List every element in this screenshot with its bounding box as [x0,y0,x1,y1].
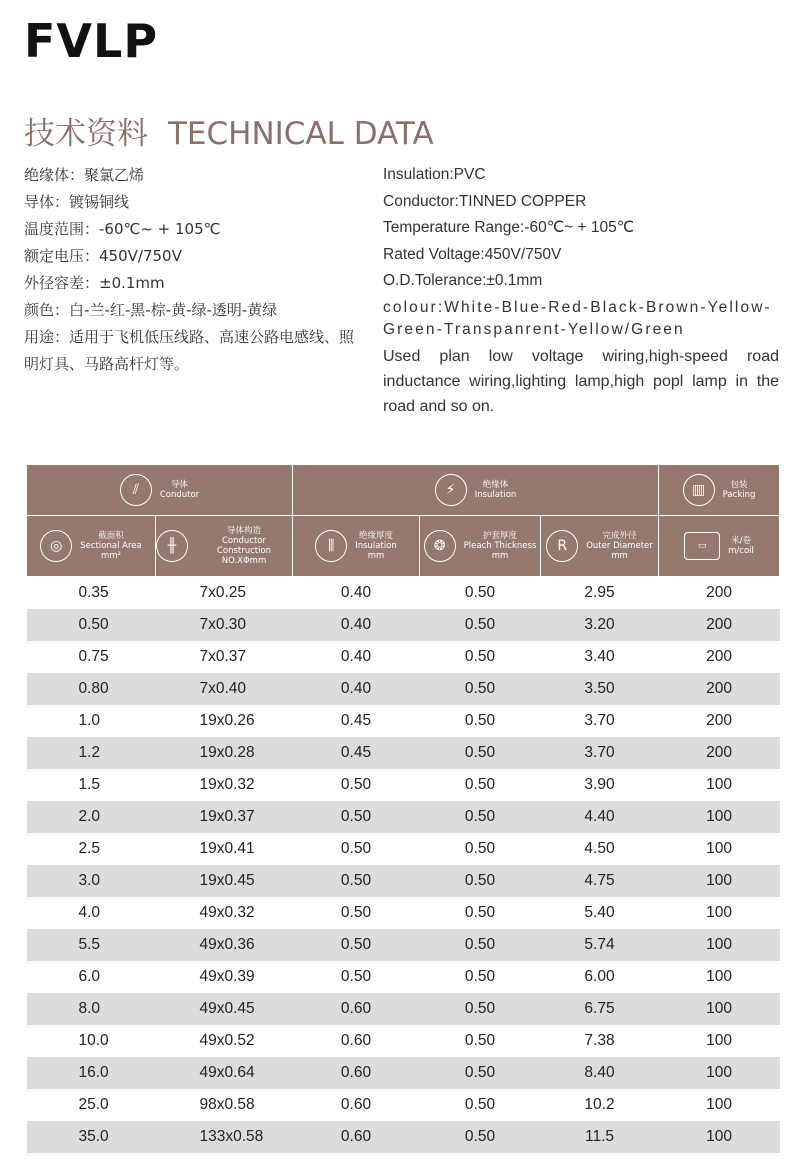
table-cell: 0.50 [464,712,496,729]
table-row [27,929,780,961]
table-cell: 3.90 [584,776,615,793]
table-cell: 3.70 [584,712,615,729]
table-cell: 0.60 [340,1096,372,1113]
table-cell: 100 [659,865,780,897]
table-cell: 49x0.32 [199,904,255,921]
table-cell: 0.50 [340,968,372,985]
table-cell: 100 [706,1096,732,1113]
table-cell: 0.50 [420,929,541,961]
table-cell: 49x0.39 [199,968,255,985]
table-cell: 0.50 [420,737,541,769]
table-cell: 3.70 [541,737,659,769]
table-cell: 4.40 [541,801,659,833]
table-cell: 19x0.28 [156,737,293,769]
table-cell: 0.50 [464,648,496,665]
conductor-wire-icon: ⫽ [120,474,152,506]
table-cell: 0.50 [293,801,420,833]
table-cell: 49x0.64 [156,1057,293,1089]
table-cell: 0.80 [27,673,156,705]
col-header-conductor-construction: ╫ 导体构造 Conductor Construction NO.XΦmm [156,516,293,577]
table-cell: 0.50 [420,1057,541,1089]
coil-length-icon: ▭ [684,532,720,560]
table-cell: 0.50 [464,840,496,857]
table-row [27,705,780,737]
table-cell: 7x0.30 [156,609,293,641]
specs-cn [24,162,364,378]
table-cell: 3.50 [541,673,659,705]
table-cell: 10.0 [78,1032,109,1049]
table-cell: 0.50 [464,904,496,921]
spec-en-voltage: Rated Voltage:450V/750V [383,245,562,263]
section-title [24,108,434,153]
insulation-layer-icon: ⫼ [315,530,347,562]
table-cell: 0.40 [293,673,420,705]
table-cell: 1.2 [27,737,156,769]
table-cell: 0.60 [293,1121,420,1153]
table-cell: 0.50 [420,673,541,705]
table-cell: 0.50 [340,776,372,793]
col-header-insulation-thickness: ⫼ 绝缘厚度 Insulation mm [293,516,420,577]
table-row [27,673,780,705]
cable-cross-section-icon: ◎ [40,530,72,562]
table-cell: 100 [659,993,780,1025]
section-title-cn: 技术资料 [24,116,148,152]
table-cell: 0.50 [464,776,496,793]
table-cell: 49x0.45 [156,993,293,1025]
table-row [27,1057,780,1089]
table-cell: 0.50 [464,968,496,985]
table-row [27,577,780,610]
table-cell: 8.0 [27,993,156,1025]
table-cell: 1.0 [78,712,101,729]
table-cell: 0.50 [293,929,420,961]
table-row [27,641,780,673]
table-cell: 7.38 [584,1032,615,1049]
table-row [27,897,780,929]
table-cell: 6.75 [541,993,659,1025]
table-cell: 0.50 [27,609,156,641]
table-cell: 7x0.25 [199,584,247,601]
table-cell: 3.20 [541,609,659,641]
table-cell: 35.0 [27,1121,156,1153]
table-cell: 19x0.41 [199,840,255,857]
table-cell: 0.50 [420,1121,541,1153]
table-row [27,1089,780,1121]
table-cell: 0.75 [78,648,109,665]
table-cell: 100 [706,968,732,985]
table-cell: 100 [659,801,780,833]
spec-en-colour: colour:White-Blue-Red-Black-Brown-Yellow-Green-Transpanrent-Yellow/Green [383,298,772,338]
group-header-conductor: ⫽ 导体 Condutor [27,465,293,516]
spec-cn-temperature: 温度范围：-60℃~ + 105℃ [24,220,221,238]
table-cell: 0.60 [293,1057,420,1089]
section-title-en: TECHNICAL DATA [168,116,434,152]
table-cell: 100 [659,1121,780,1153]
conductor-strand-icon: ╫ [156,530,188,562]
table-row [27,833,780,865]
spec-cn-insulation: 绝缘体：聚氯乙烯 [24,166,145,184]
table-cell: 16.0 [27,1057,156,1089]
table-cell: 0.50 [464,1032,496,1049]
table-cell: 49x0.52 [199,1032,255,1049]
table-row [27,1025,780,1057]
table-cell: 100 [706,904,732,921]
table-cell: 4.50 [584,840,615,857]
spec-en-conductor: Conductor:TINNED COPPER [383,192,587,210]
table-cell: 200 [706,648,732,665]
table-cell: 11.5 [541,1121,659,1153]
table-cell: 0.40 [293,609,420,641]
table-cell: 133x0.58 [156,1121,293,1153]
spec-en-insulation: Insulation:PVC [383,166,486,183]
table-cell: 100 [659,929,780,961]
table-cell: 2.0 [27,801,156,833]
table-cell: 3.0 [27,865,156,897]
table-cell: 0.50 [464,1096,496,1113]
table-cell: 98x0.58 [199,1096,255,1113]
table-cell: 1.5 [78,776,101,793]
insulation-shield-icon: ⚡ [435,474,467,506]
table-cell: 100 [706,1032,732,1049]
spec-en-tolerance: O.D.Tolerance:±0.1mm [383,272,543,289]
table-cell: 5.5 [27,929,156,961]
table-row [27,769,780,801]
table-cell: 0.45 [293,737,420,769]
table-cell: 19x0.26 [199,712,255,729]
packing-coil-icon: ▥ [683,474,715,506]
col-header-sectional-area: ◎ 截面积 Sectional Area mm² [27,516,156,577]
table-cell: 4.75 [541,865,659,897]
table-cell: 0.40 [340,648,372,665]
table-body [27,577,780,1154]
table-cell: 5.40 [584,904,615,921]
radius-icon: R [546,530,578,562]
col-header-meters-per-coil: ▭ 米/卷 m/coil [659,516,780,577]
group-header-insulation: ⚡ 绝缘体 Insulation [293,465,659,516]
table-cell: 49x0.36 [156,929,293,961]
table-cell: 0.50 [420,993,541,1025]
table-cell: 7x0.40 [156,673,293,705]
table-cell: 0.50 [340,840,372,857]
table-cell: 0.50 [420,865,541,897]
table-cell: 4.0 [78,904,101,921]
table-row [27,1121,780,1153]
spec-cn-voltage: 额定电压：450V/750V [24,247,182,265]
table-cell: 6.0 [78,968,101,985]
table-cell: 6.00 [584,968,615,985]
table-cell: 0.60 [340,1032,372,1049]
braid-icon: ❂ [424,530,456,562]
spec-en-temperature: Temperature Range:-60℃~ + 105℃ [383,219,635,236]
table-cell: 25.0 [78,1096,109,1113]
col-header-outer-diameter: R 完成外径 Outer Diameter mm [541,516,659,577]
table-cell: 0.50 [464,584,496,601]
table-row [27,961,780,993]
spec-cn-tolerance: 外径容差：±0.1mm [24,274,165,292]
table-cell: 0.35 [78,584,109,601]
spec-cn-use: 用途：适用于飞机低压线路、高速公路电感线、照明灯具、马路高杆灯等。 [24,328,355,373]
specs-en [383,162,779,419]
table-cell: 200 [706,712,732,729]
table-row [27,993,780,1025]
table-cell: 2.5 [78,840,101,857]
technical-data-table [26,464,780,1153]
table-cell: 5.74 [541,929,659,961]
table-row [27,737,780,769]
table-cell: 0.45 [340,712,372,729]
product-model-title: FVLP [24,14,159,68]
spec-cn-conductor: 导体：镀锡铜线 [24,193,130,211]
table-cell: 200 [706,584,732,601]
table-row [27,865,780,897]
table-row [27,801,780,833]
spec-cn-colour: 颜色：白-兰-红-黑-棕-黄-绿-透明-黄绿 [24,301,278,319]
table-cell: 100 [659,1057,780,1089]
table-cell: 0.50 [420,609,541,641]
group-header-packing: ▥ 包装 Packing [659,465,780,516]
table-cell: 0.50 [340,904,372,921]
table-cell: 100 [706,840,732,857]
table-cell: 7x0.37 [199,648,247,665]
spec-en-use: Used plan low voltage wiring,high-speed road inductance wiring,lighting lamp,high popl lamp in the road and so on. [383,347,779,415]
table-cell: 0.40 [340,584,372,601]
table-cell: 100 [706,776,732,793]
table-cell: 200 [659,673,780,705]
table-cell: 10.2 [584,1096,615,1113]
table-row [27,609,780,641]
table-cell: 19x0.32 [199,776,255,793]
table-cell: 3.40 [584,648,615,665]
table-cell: 0.60 [293,993,420,1025]
table-cell: 0.50 [293,865,420,897]
table-cell: 0.50 [420,801,541,833]
table-cell: 200 [659,609,780,641]
col-header-pleach-thickness: ❂ 护套厚度 Pleach Thickness mm [420,516,541,577]
table-cell: 2.95 [584,584,615,601]
table-cell: 19x0.45 [156,865,293,897]
table-cell: 19x0.37 [156,801,293,833]
table-cell: 200 [659,737,780,769]
table-cell: 8.40 [541,1057,659,1089]
